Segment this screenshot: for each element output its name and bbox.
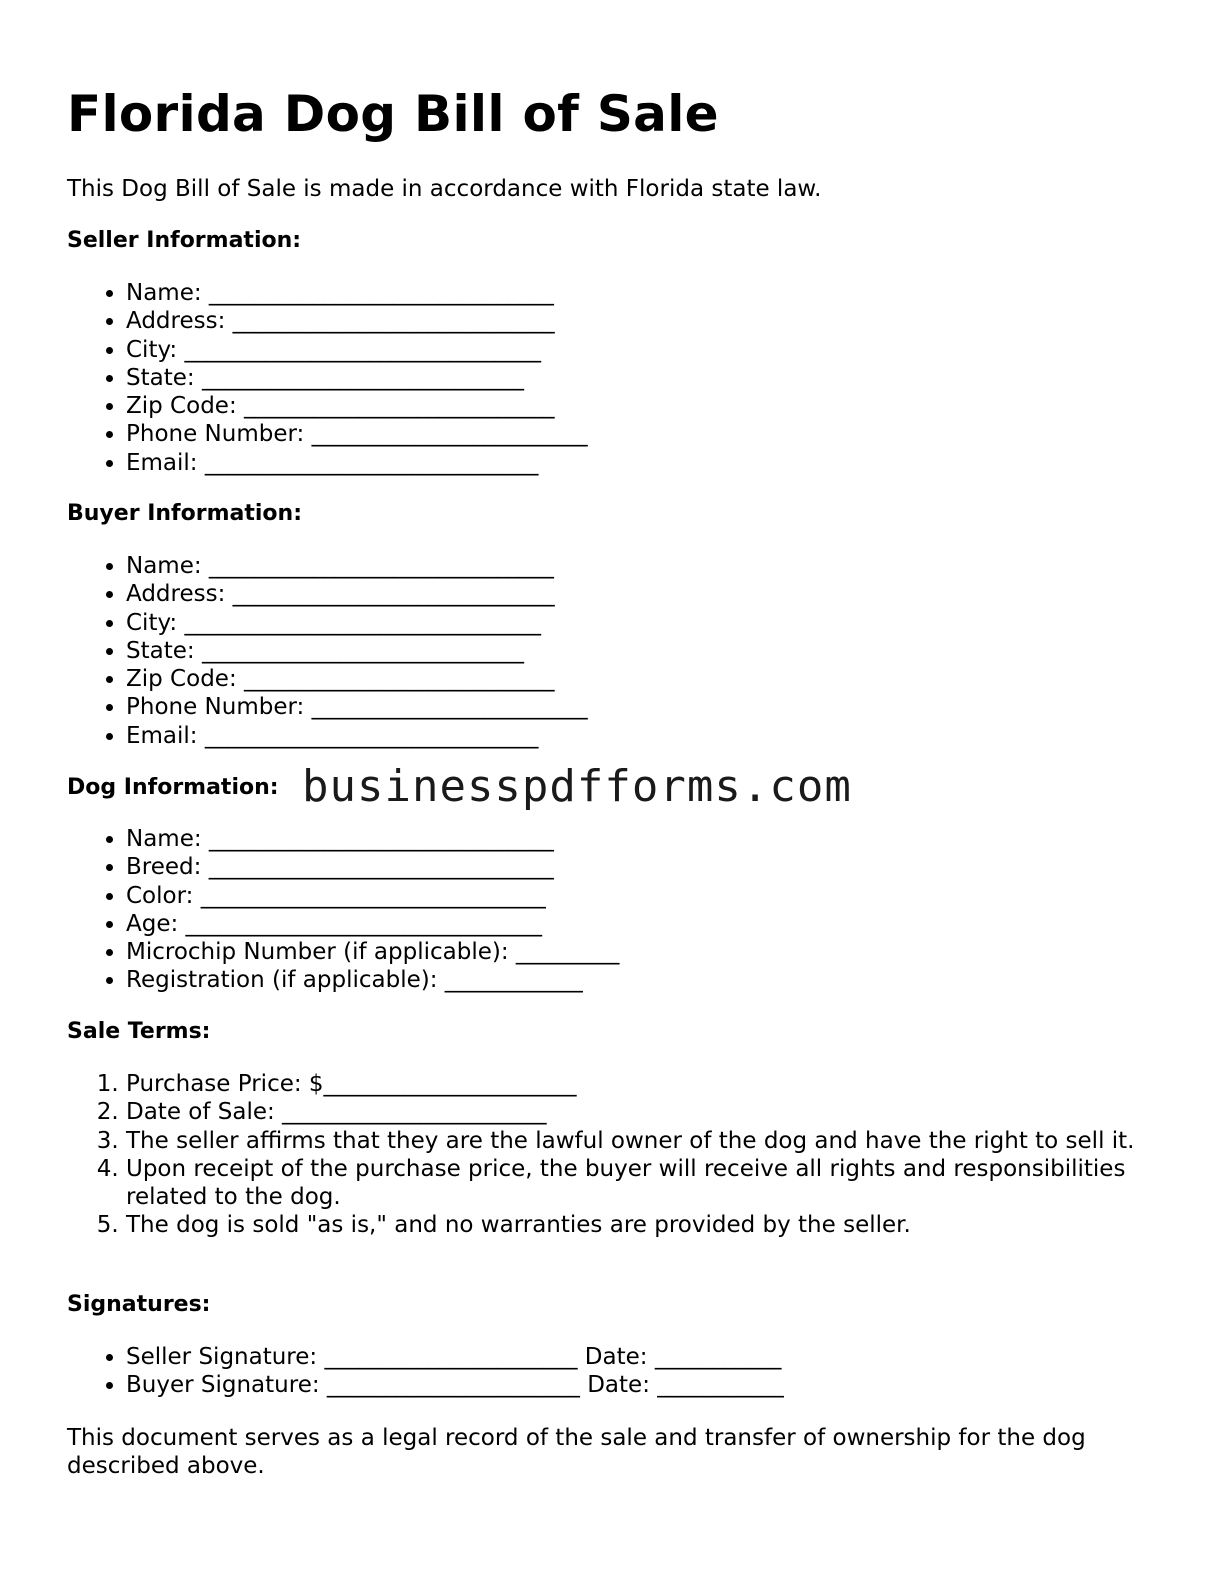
seller-heading: Seller Information: bbox=[67, 228, 302, 253]
signatures-heading: Signatures: bbox=[67, 1292, 211, 1317]
buyer-phone-field[interactable]: • Phone Number: ________________________ bbox=[126, 693, 588, 721]
sale-terms-list bbox=[67, 1070, 1156, 1240]
buyer-address-field[interactable]: • Address: ____________________________ bbox=[126, 580, 588, 608]
buyer-fields bbox=[67, 552, 588, 750]
intro-text: This Dog Bill of Sale is made in accordance with Florida state law. bbox=[67, 176, 822, 202]
term-as-is: 5. The dog is sold "as is," and no warranties are provided by the seller. bbox=[126, 1211, 1156, 1239]
sale-terms-heading: Sale Terms: bbox=[67, 1019, 211, 1044]
buyer-email-field[interactable]: • Email: _____________________________ bbox=[126, 722, 588, 750]
seller-zip-field[interactable]: • Zip Code: ___________________________ bbox=[126, 392, 588, 420]
buyer-heading: Buyer Information: bbox=[67, 501, 302, 526]
seller-address-field[interactable]: • Address: ____________________________ bbox=[126, 307, 588, 335]
term-rights-transfer: 4. Upon receipt of the purchase price, the buyer will receive all rights and responsibilities related to the dog. bbox=[126, 1155, 1156, 1212]
buyer-city-field[interactable]: • City: _______________________________ bbox=[126, 609, 588, 637]
seller-name-field[interactable]: • Name: ______________________________ bbox=[126, 279, 588, 307]
seller-city-field[interactable]: • City: _______________________________ bbox=[126, 336, 588, 364]
dog-heading: Dog Information: bbox=[67, 775, 279, 800]
buyer-name-field[interactable]: • Name: ______________________________ bbox=[126, 552, 588, 580]
dog-fields bbox=[67, 825, 619, 995]
dog-registration-field[interactable]: • Registration (if applicable): ____________ bbox=[126, 966, 619, 994]
buyer-signature-line[interactable]: • Buyer Signature: ______________________ Date: ___________ bbox=[126, 1371, 784, 1399]
term-purchase-price[interactable]: 1. Purchase Price: $______________________ bbox=[126, 1070, 1156, 1098]
buyer-state-field[interactable]: • State: ____________________________ bbox=[126, 637, 588, 665]
term-ownership: 3. The seller affirms that they are the lawful owner of the dog and have the right to sell it. bbox=[126, 1127, 1156, 1155]
seller-phone-field[interactable]: • Phone Number: ________________________ bbox=[126, 420, 588, 448]
signatures-list bbox=[67, 1343, 784, 1400]
dog-age-field[interactable]: • Age: _______________________________ bbox=[126, 910, 619, 938]
seller-signature-line[interactable]: • Seller Signature: ______________________ Date: ___________ bbox=[126, 1343, 784, 1371]
closing-statement: This document serves as a legal record of the sale and transfer of ownership for the dog described above. bbox=[67, 1425, 1086, 1480]
seller-email-field[interactable]: • Email: _____________________________ bbox=[126, 449, 588, 477]
document-title: Florida Dog Bill of Sale bbox=[67, 85, 719, 143]
term-date-of-sale[interactable]: 2. Date of Sale: _______________________ bbox=[126, 1098, 1156, 1126]
watermark-text: businesspdfforms.com bbox=[302, 761, 852, 812]
seller-state-field[interactable]: • State: ____________________________ bbox=[126, 364, 588, 392]
seller-fields bbox=[67, 279, 588, 477]
dog-microchip-field[interactable]: • Microchip Number (if applicable): _________ bbox=[126, 938, 619, 966]
buyer-zip-field[interactable]: • Zip Code: ___________________________ bbox=[126, 665, 588, 693]
dog-name-field[interactable]: • Name: ______________________________ bbox=[126, 825, 619, 853]
dog-breed-field[interactable]: • Breed: ______________________________ bbox=[126, 853, 619, 881]
dog-color-field[interactable]: • Color: ______________________________ bbox=[126, 882, 619, 910]
